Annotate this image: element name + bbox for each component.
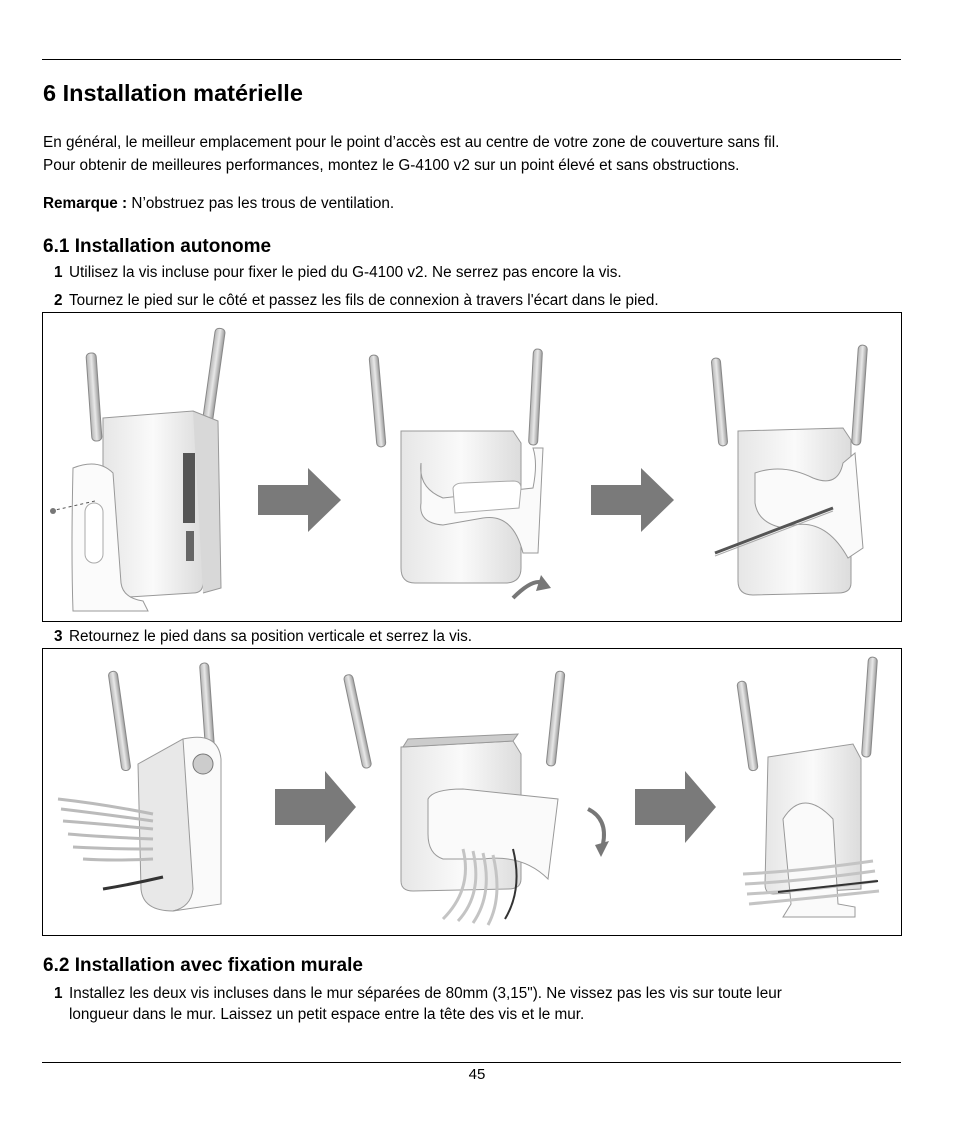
router-device-with-cable	[711, 345, 867, 595]
note-text: N’obstruez pas les trous de ventilation.	[127, 195, 395, 212]
router-device-side-view	[50, 328, 225, 611]
note-paragraph	[43, 192, 903, 215]
router-device-front-cables	[58, 663, 221, 911]
intro-line-2: Pour obtenir de meilleures performances, montez le G-4100 v2 sur un point élevé et sans obstructions.	[43, 157, 740, 174]
step-item	[54, 262, 622, 283]
step-text-line-1: Installez les deux vis incluses dans le mur séparées de 80mm (3,15"). Ne vissez pas les vis sur toute leur	[69, 985, 782, 1002]
step-number: 1	[54, 985, 63, 1002]
arrow-right-icon	[591, 468, 674, 532]
step-item	[54, 983, 904, 1025]
step-number: 1	[54, 264, 63, 281]
intro-line-1: En général, le meilleur emplacement pour le point d’accès est au centre de votre zone de couverture sans fil.	[43, 134, 780, 151]
page-title: 6 Installation matérielle	[43, 80, 303, 106]
arrow-right-icon	[635, 771, 716, 843]
page-number: 45	[468, 1066, 486, 1083]
step-item	[54, 626, 472, 647]
step-text-line-2: longueur dans le mur. Laissez un petit espace entre la tête des vis et le mur.	[69, 1006, 585, 1023]
figure-1-illustration	[43, 313, 901, 621]
router-device-final-position	[737, 657, 879, 917]
subsection-title-wall-mount: 6.2 Installation avec fixation murale	[43, 955, 363, 976]
router-device-back-view	[369, 349, 551, 598]
figure-standalone-step-3	[42, 648, 902, 936]
step-item	[54, 290, 659, 311]
step-text: Tournez le pied sur le côté et passez les fils de connexion à travers l'écart dans le pied.	[69, 292, 659, 309]
step-number: 2	[54, 292, 63, 309]
step-text: Retournez le pied dans sa position verticale et serrez la vis.	[69, 628, 473, 645]
figure-standalone-steps-1-2	[42, 312, 902, 622]
note-label: Remarque :	[43, 195, 128, 212]
step-number: 3	[54, 628, 63, 645]
figure-2-illustration	[43, 649, 901, 935]
bottom-rule	[42, 1062, 901, 1063]
arrow-right-icon	[258, 468, 341, 532]
step-text: Utilisez la vis incluse pour fixer le pied du G-4100 v2. Ne serrez pas encore la vis.	[69, 264, 622, 281]
intro-paragraph	[43, 131, 903, 177]
arrow-right-icon	[275, 771, 356, 843]
subsection-title-standalone: 6.1 Installation autonome	[43, 236, 272, 257]
router-device-stand-rotated	[343, 671, 609, 925]
top-rule	[42, 59, 901, 60]
